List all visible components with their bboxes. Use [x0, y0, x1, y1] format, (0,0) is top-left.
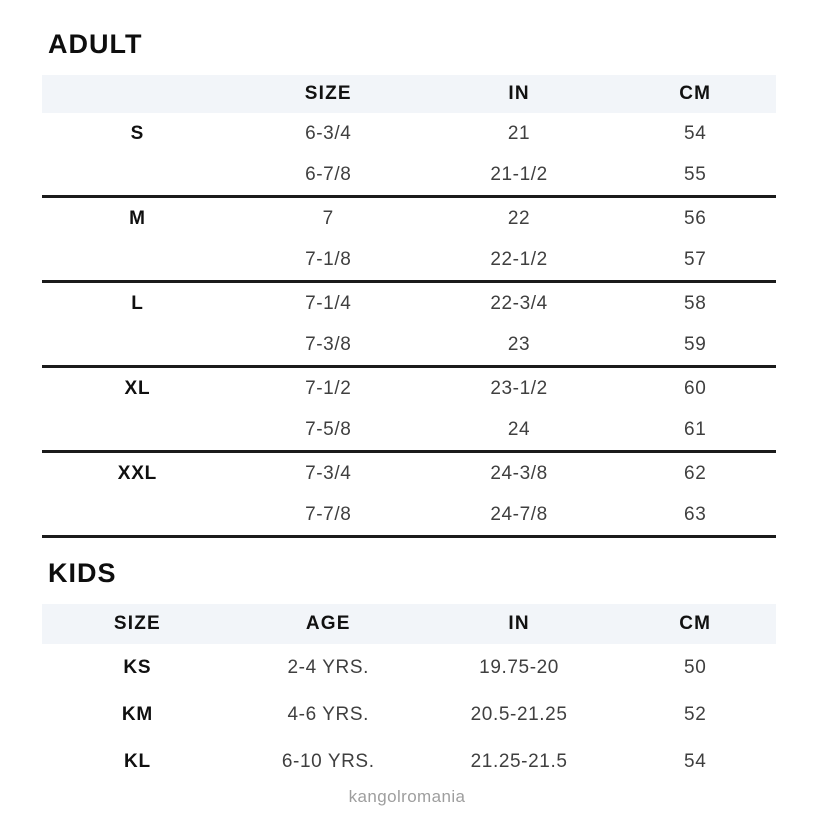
- size-value: 7: [322, 208, 334, 229]
- kids-size-label: KL: [123, 751, 151, 772]
- in-value: 22-1/2: [490, 249, 548, 270]
- kids-size-table: [42, 604, 776, 785]
- kids-header-age: AGE: [305, 613, 351, 634]
- cm-value: 56: [684, 208, 707, 229]
- cm-value: 54: [684, 751, 707, 772]
- in-value: 23: [507, 334, 531, 355]
- kids-size-label: KS: [123, 657, 152, 678]
- size-value: 7-1/8: [305, 249, 352, 270]
- table-row: [42, 644, 776, 691]
- table-row: [42, 368, 776, 409]
- cm-value: 57: [684, 249, 707, 270]
- in-value: 23-1/2: [490, 378, 548, 399]
- kids-section-title: KIDS: [48, 558, 117, 588]
- size-value: 7-5/8: [305, 419, 352, 440]
- kids-size-label: KM: [121, 704, 153, 725]
- in-value: 21.25-21.5: [470, 751, 568, 772]
- table-row: [42, 239, 776, 280]
- adult-header-in: IN: [508, 83, 530, 104]
- cm-value: 52: [684, 704, 707, 725]
- cm-value: 59: [684, 334, 707, 355]
- size-value: 6-3/4: [305, 123, 352, 144]
- adult-group-l: [42, 283, 776, 368]
- size-value: 7-1/4: [305, 293, 352, 314]
- kids-table-header-row: [42, 604, 776, 644]
- adult-group-xl: [42, 368, 776, 453]
- size-value: 6-7/8: [305, 164, 352, 185]
- table-row: [42, 409, 776, 450]
- cm-value: 50: [684, 657, 707, 678]
- table-row: [42, 494, 776, 535]
- size-group-label: XL: [124, 378, 151, 399]
- in-value: 24-7/8: [490, 504, 548, 525]
- age-value: 6-10 YRS.: [281, 751, 375, 772]
- in-value: 20.5-21.25: [470, 704, 568, 725]
- kids-header-in: IN: [508, 613, 530, 634]
- in-value: 22: [507, 208, 531, 229]
- in-value: 21: [507, 123, 531, 144]
- table-row: [42, 113, 776, 154]
- table-row: [42, 738, 776, 785]
- adult-section-title: ADULT: [48, 29, 143, 59]
- size-group-label: XXL: [117, 463, 158, 484]
- size-group-label: S: [130, 123, 145, 144]
- in-value: 22-3/4: [490, 293, 548, 314]
- cm-value: 58: [684, 293, 707, 314]
- table-row: [42, 324, 776, 365]
- cm-value: 60: [684, 378, 707, 399]
- age-value: 2-4 YRS.: [287, 657, 370, 678]
- adult-group-s: [42, 113, 776, 198]
- size-value: 7-1/2: [305, 378, 352, 399]
- kids-header-cm: CM: [679, 613, 712, 634]
- kids-header-size: SIZE: [113, 613, 161, 634]
- table-row: [42, 453, 776, 494]
- cm-value: 63: [684, 504, 707, 525]
- cm-value: 55: [684, 164, 707, 185]
- in-value: 24-3/8: [490, 463, 548, 484]
- size-value: 7-7/8: [305, 504, 352, 525]
- adult-group-m: [42, 198, 776, 283]
- size-value: 7-3/8: [305, 334, 352, 355]
- adult-table-header-row: [42, 75, 776, 113]
- table-row: [42, 283, 776, 324]
- in-value: 24: [507, 419, 531, 440]
- adult-group-xxl: [42, 453, 776, 538]
- adult-size-table: [42, 75, 776, 538]
- size-group-label: M: [129, 208, 146, 229]
- in-value: 19.75-20: [479, 657, 559, 678]
- age-value: 4-6 YRS.: [287, 704, 370, 725]
- cm-value: 62: [684, 463, 707, 484]
- adult-header-cm: CM: [679, 83, 712, 104]
- cm-value: 61: [684, 419, 707, 440]
- adult-header-size: SIZE: [304, 83, 352, 104]
- table-row: [42, 154, 776, 195]
- in-value: 21-1/2: [490, 164, 548, 185]
- table-row: [42, 691, 776, 738]
- size-value: 7-3/4: [305, 463, 352, 484]
- table-row: [42, 198, 776, 239]
- watermark-kangolromania: kangolromania: [348, 787, 466, 806]
- size-group-label: L: [131, 293, 144, 314]
- cm-value: 54: [684, 123, 707, 144]
